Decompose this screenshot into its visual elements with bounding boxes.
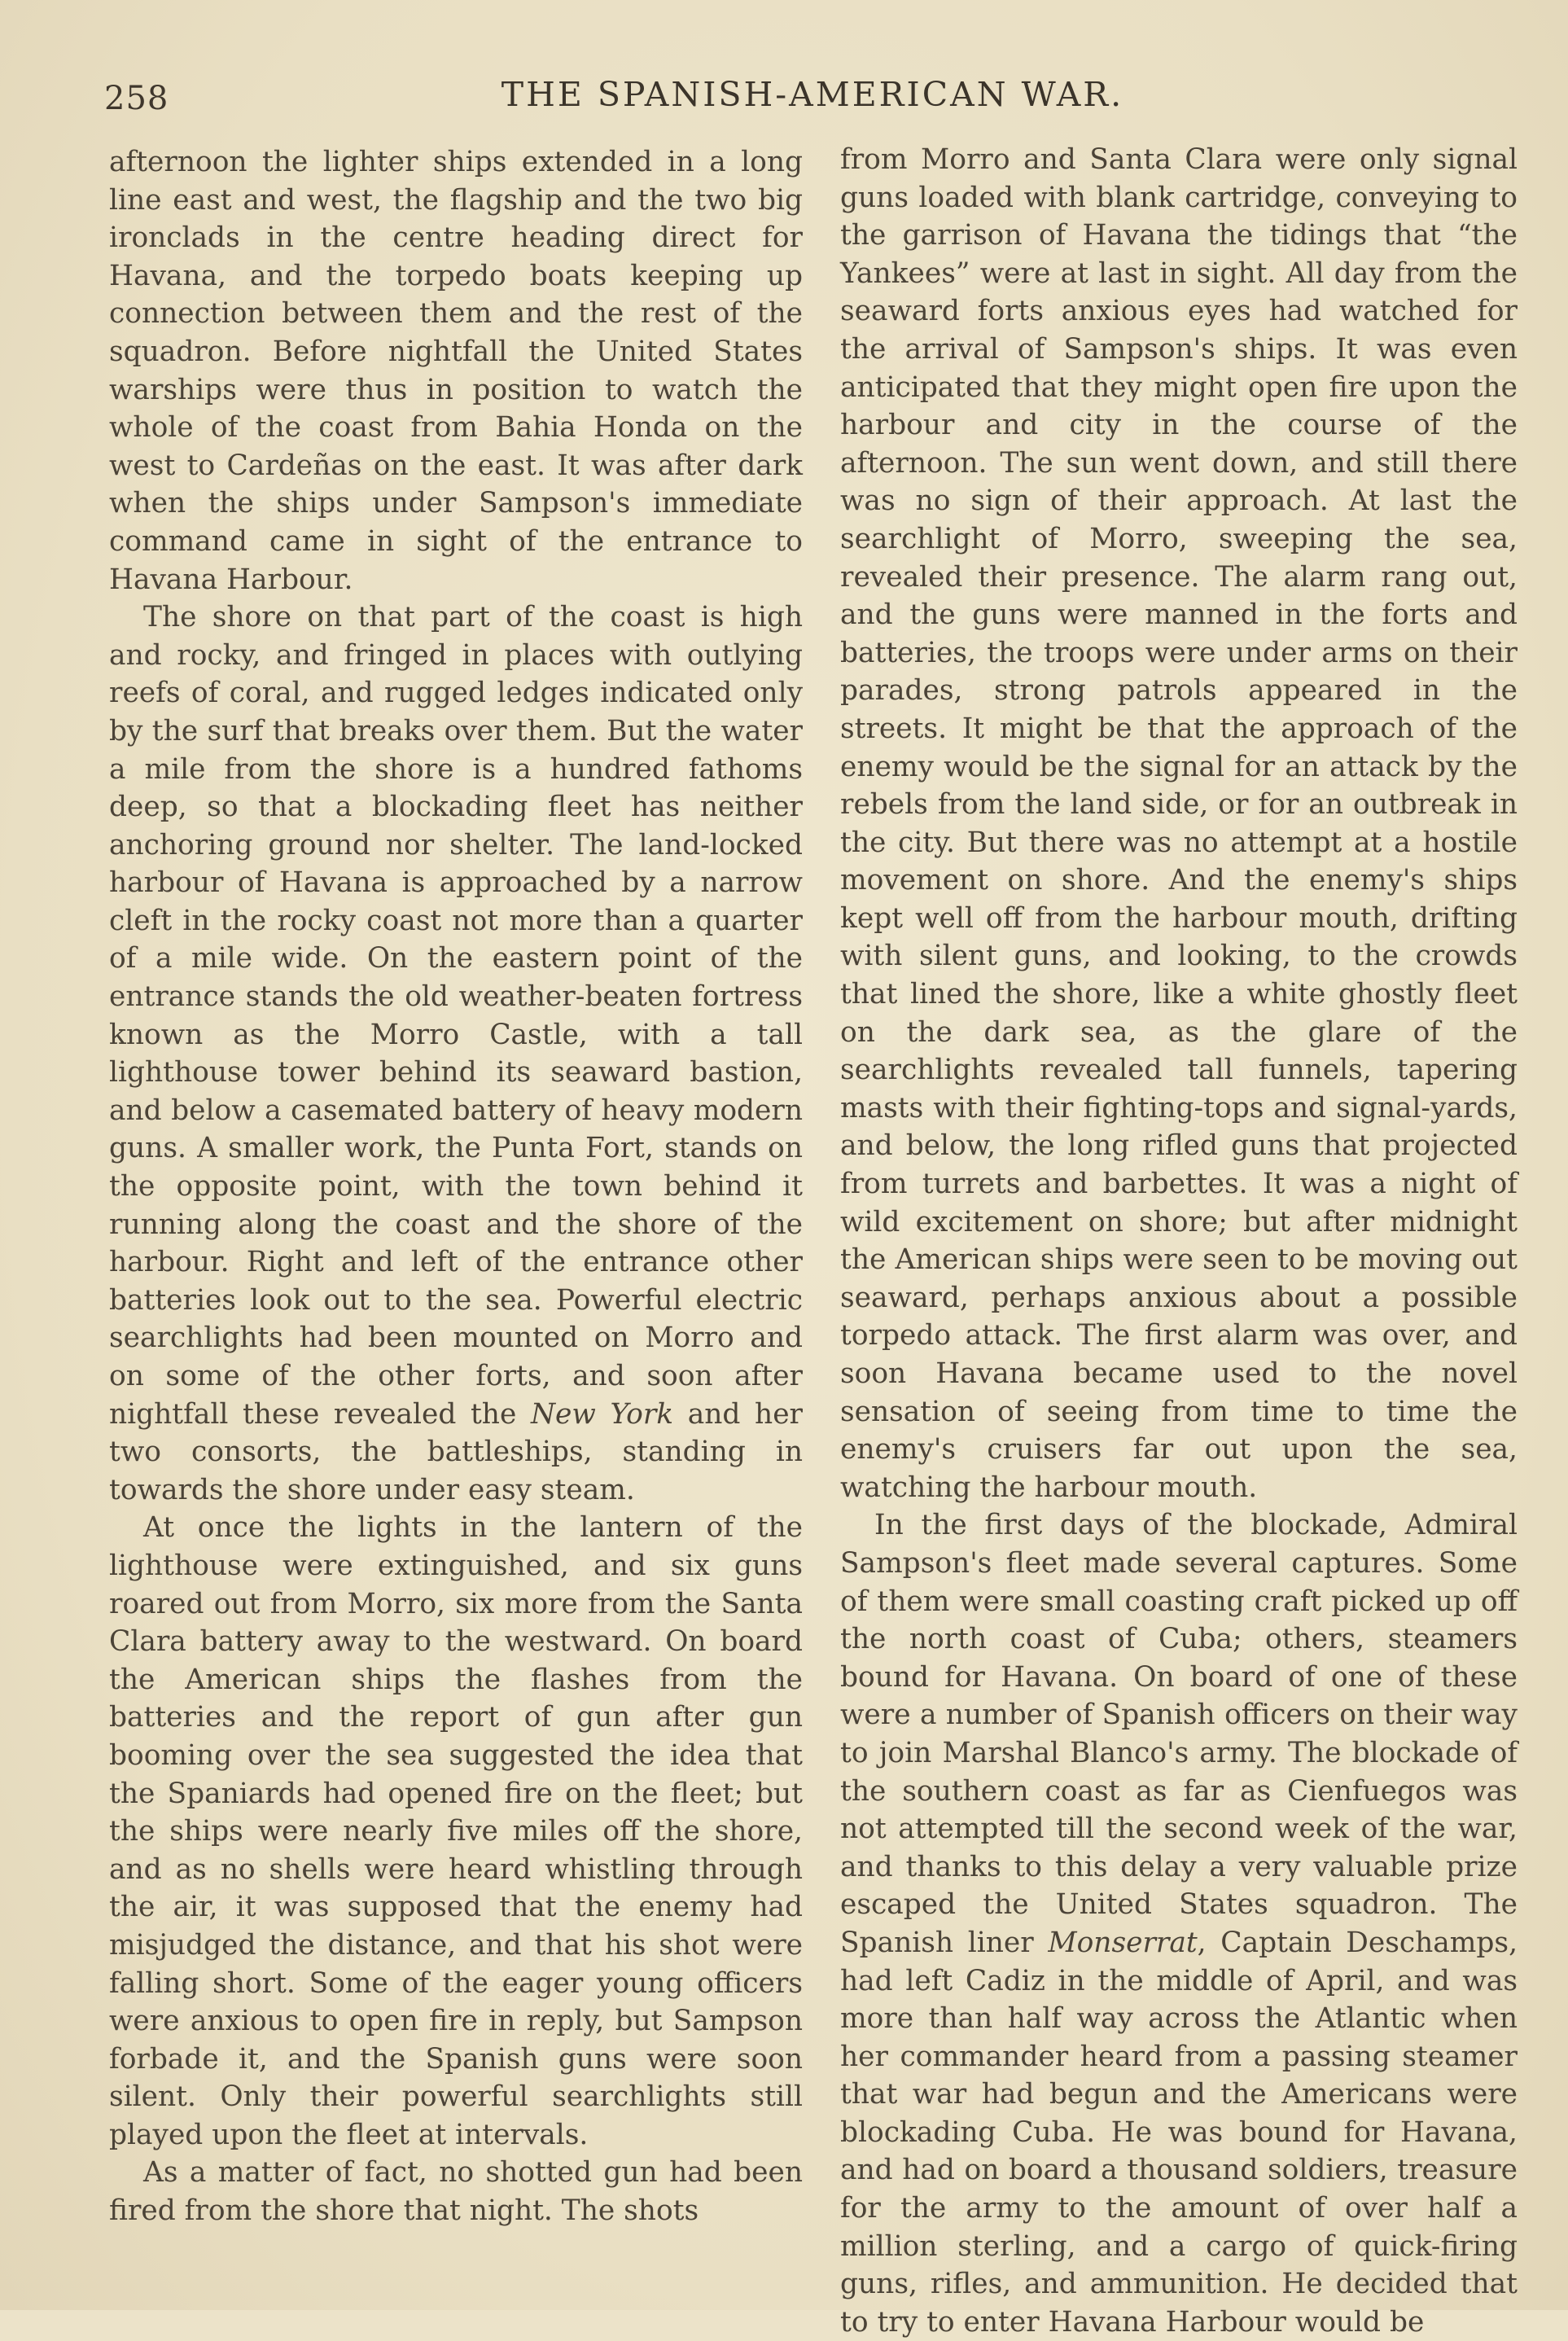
right-paragraph-2-text-b: , Captain Deschamps, had left Cadiz in the middle of April, and was more than half way across the Atlantic when her commander heard from a passing steamer that war had begun and the Americans were blockading Cuba. He was bound for Havana, and had on board a thousand soldiers, treasure for the army to the amount of over half a million sterling, and a cargo of quick-firing guns, rifles, and ammunition. He decided that to try to enter Havana Harbour would be	[840, 1926, 1518, 2339]
page-header	[104, 72, 1521, 121]
right-paragraph-2-text-a: In the first days of the blockade, Admiral Sampson's fleet made several captures. Some of them were small coasting craft picked up off the north coast of Cuba; others, steamers bound for Havana. On board of one of these were a number of Spanish officers on their way to join Marshal Blanco's army. The blockade of the southern coast as far as Cienfuegos was not attempted till the second week of the war, and thanks to this delay a very valuable prize escaped the United States squadron. The Spanish liner	[840, 1509, 1518, 1959]
left-paragraph-2-text-a: The shore on that part of the coast is high and rocky, and fringed in places with outlying reefs of coral, and rugged ledges indicated only by the surf that breaks over them. But the water a mile from the shore is a hundred fathoms deep, so that a blockading fleet has neither anchoring ground nor shelter. The land-locked harbour of Havana is approached by a narrow cleft in the rocky coast not more than a quarter of a mile wide. On the eastern point of the entrance stands the old weather-beaten fortress known as the Morro Castle, with a tall lighthouse tower behind its seaward bastion, and below a casemated battery of heavy modern guns. A smaller work, the Punta Fort, stands on the opposite point, with the town behind it running along the coast and the shore of the harbour. Right and left of the entrance other batteries look out to the sea. Powerful electric searchlights had been mounted on Morro and on some of the other forts, and soon after nightfall these revealed the	[109, 601, 803, 1431]
ship-name-monserrat: Monserrat	[1048, 1926, 1198, 1959]
left-column	[109, 143, 803, 2230]
ship-name-new-york: New York	[530, 1397, 674, 1431]
running-title: THE SPANISH-AMERICAN WAR.	[501, 75, 1124, 114]
right-paragraph-2	[840, 1506, 1518, 2341]
left-paragraph-1: afternoon the lighter ships extended in a long line east and west, the flagship and the two big ironclads in the centre heading direct for Havana, and the torpedo boats keeping up connection between them and the rest of the squadron. Before nightfall the United States warships were thus in position to watch the whole of the coast from Bahia Honda on the west to Cardeñas on the east. It was after dark when the ships under Sampson's immediate command came in sight of the entrance to Havana Harbour.	[109, 146, 803, 596]
right-column	[840, 141, 1518, 2341]
left-paragraph-4: As a matter of fact, no shotted gun had been fired from the shore that night. The shots	[109, 2156, 803, 2228]
left-paragraph-2	[109, 598, 803, 1509]
right-paragraph-1: from Morro and Santa Clara were only signal guns loaded with blank cartridge, conveying to the garrison of Havana the tidings that “the Yankees” were at last in sight. All day from the seaward forts anxious eyes had watched for the arrival of Sampson's ships. It was even anticipated that they might open fire upon the harbour and city in the course of the afternoon. The sun went down, and still there was no sign of their approach. At last the searchlight of Morro, sweeping the sea, revealed their presence. The alarm rang out, and the guns were manned in the forts and batteries, the troops were under arms on their parades, strong patrols appeared in the streets. It might be that the approach of the enemy would be the signal for an attack by the rebels from the land side, or for an outbreak in the city. But there was no attempt at a hostile movement on shore. And the enemy's ships kept well off from the harbour mouth, drifting with silent guns, and looking, to the crowds that lined the shore, like a white ghostly fleet on the dark sea, as the glare of the searchlights revealed tall funnels, tapering masts with their fighting-tops and signal-yards, and below, the long rifled guns that projected from turrets and barbettes. It was a night of wild excitement on shore; but after midnight the American ships were seen to be moving out seaward, perhaps anxious about a possible torpedo attack. The first alarm was over, and soon Havana became used to the novel sensation of seeing from time to time the enemy's cruisers far out upon the sea, watching the harbour mouth.	[840, 143, 1518, 1504]
page-number: 258	[104, 80, 169, 117]
left-paragraph-3: At once the lights in the lantern of the lighthouse were extinguished, and six guns roared out from Morro, six more from the Santa Clara battery away to the westward. On board the American ships the flashes from the batteries and the report of gun after gun booming over the sea suggested the idea that the Spaniards had opened fire on the fleet; but the ships were nearly five miles off the shore, and as no shells were heard whistling through the air, it was supposed that the enemy had misjudged the distance, and that his shot were falling short. Some of the eager young officers were anxious to open fire in reply, but Sampson forbade it, and the Spanish guns were soon silent. Only their powerful searchlights still played upon the fleet at intervals.	[109, 1511, 803, 2151]
left-paragraph-2-text-b: and her two consorts, the battleships, standing in towards the shore under easy steam.	[109, 1397, 803, 1506]
